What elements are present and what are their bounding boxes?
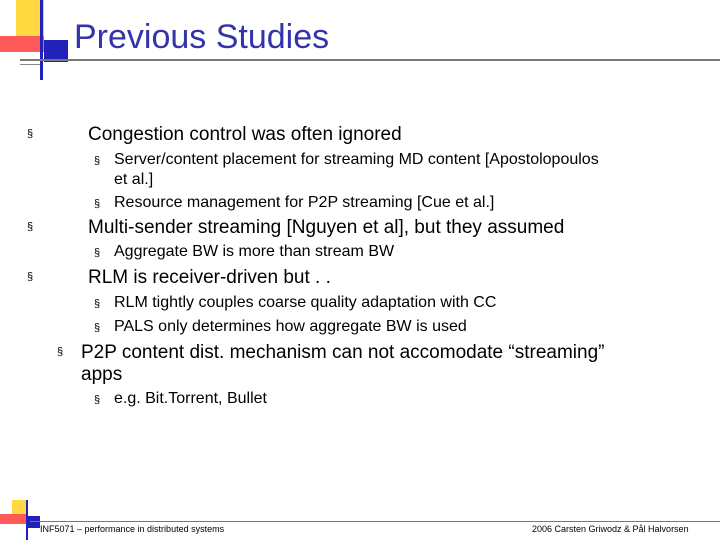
bullet-marker: § — [27, 128, 34, 140]
sub-bullet-marker: § — [94, 394, 101, 406]
bullet-1: Congestion control was often ignored — [88, 124, 402, 145]
sub-bullet-marker: § — [94, 198, 101, 210]
sub-bullet-marker: § — [94, 322, 101, 334]
footer-decoration — [0, 500, 60, 540]
footer-left-text: INF5071 – performance in distributed systems — [40, 524, 225, 534]
bullet-2: Multi-sender streaming [Nguyen et al], but they assumed — [88, 217, 565, 238]
footer-blue-vertical-line — [26, 500, 28, 540]
decor-blue-vertical-line — [40, 0, 43, 80]
decor-red-bar — [0, 36, 44, 52]
sub-bullet-3-2: PALS only determines how aggregate BW is used — [114, 318, 467, 335]
sub-bullet-marker: § — [94, 298, 101, 310]
slide-title: Previous Studies — [74, 18, 330, 56]
sub-bullet-marker: § — [94, 155, 101, 167]
sub-bullet-2-1: Aggregate BW is more than stream BW — [114, 243, 395, 260]
sub-bullet-3-1: RLM tightly couples coarse quality adaptation with CC — [114, 294, 497, 311]
sub-bullet-marker: § — [94, 247, 101, 259]
sub-bullet-1-1: Server/content placement for streaming MD content [Apostolopoulos — [114, 151, 599, 168]
sub-bullet-1-1-cont: et al.] — [114, 171, 154, 188]
title-decoration — [0, 0, 80, 80]
footer-line — [30, 521, 720, 522]
bullet-4-cont: apps — [81, 364, 123, 385]
footer-blue-square — [28, 516, 40, 528]
bullet-3: RLM is receiver-driven but . . — [88, 267, 331, 288]
bullet-marker: § — [27, 221, 34, 233]
sub-bullet-4-1: e.g. Bit.Torrent, Bullet — [114, 390, 267, 407]
sub-bullet-1-2: Resource management for P2P streaming [Cue et al.] — [114, 194, 495, 211]
decor-gray-line — [20, 64, 40, 65]
footer-red-bar — [0, 514, 28, 524]
title-underline — [20, 59, 720, 61]
bullet-4: P2P content dist. mechanism can not accomodate “streaming” — [81, 342, 605, 363]
bullet-marker: § — [27, 271, 34, 283]
bullet-marker: § — [57, 346, 64, 358]
footer-right-text: 2006 Carsten Griwodz & Pål Halvorsen — [532, 524, 689, 534]
